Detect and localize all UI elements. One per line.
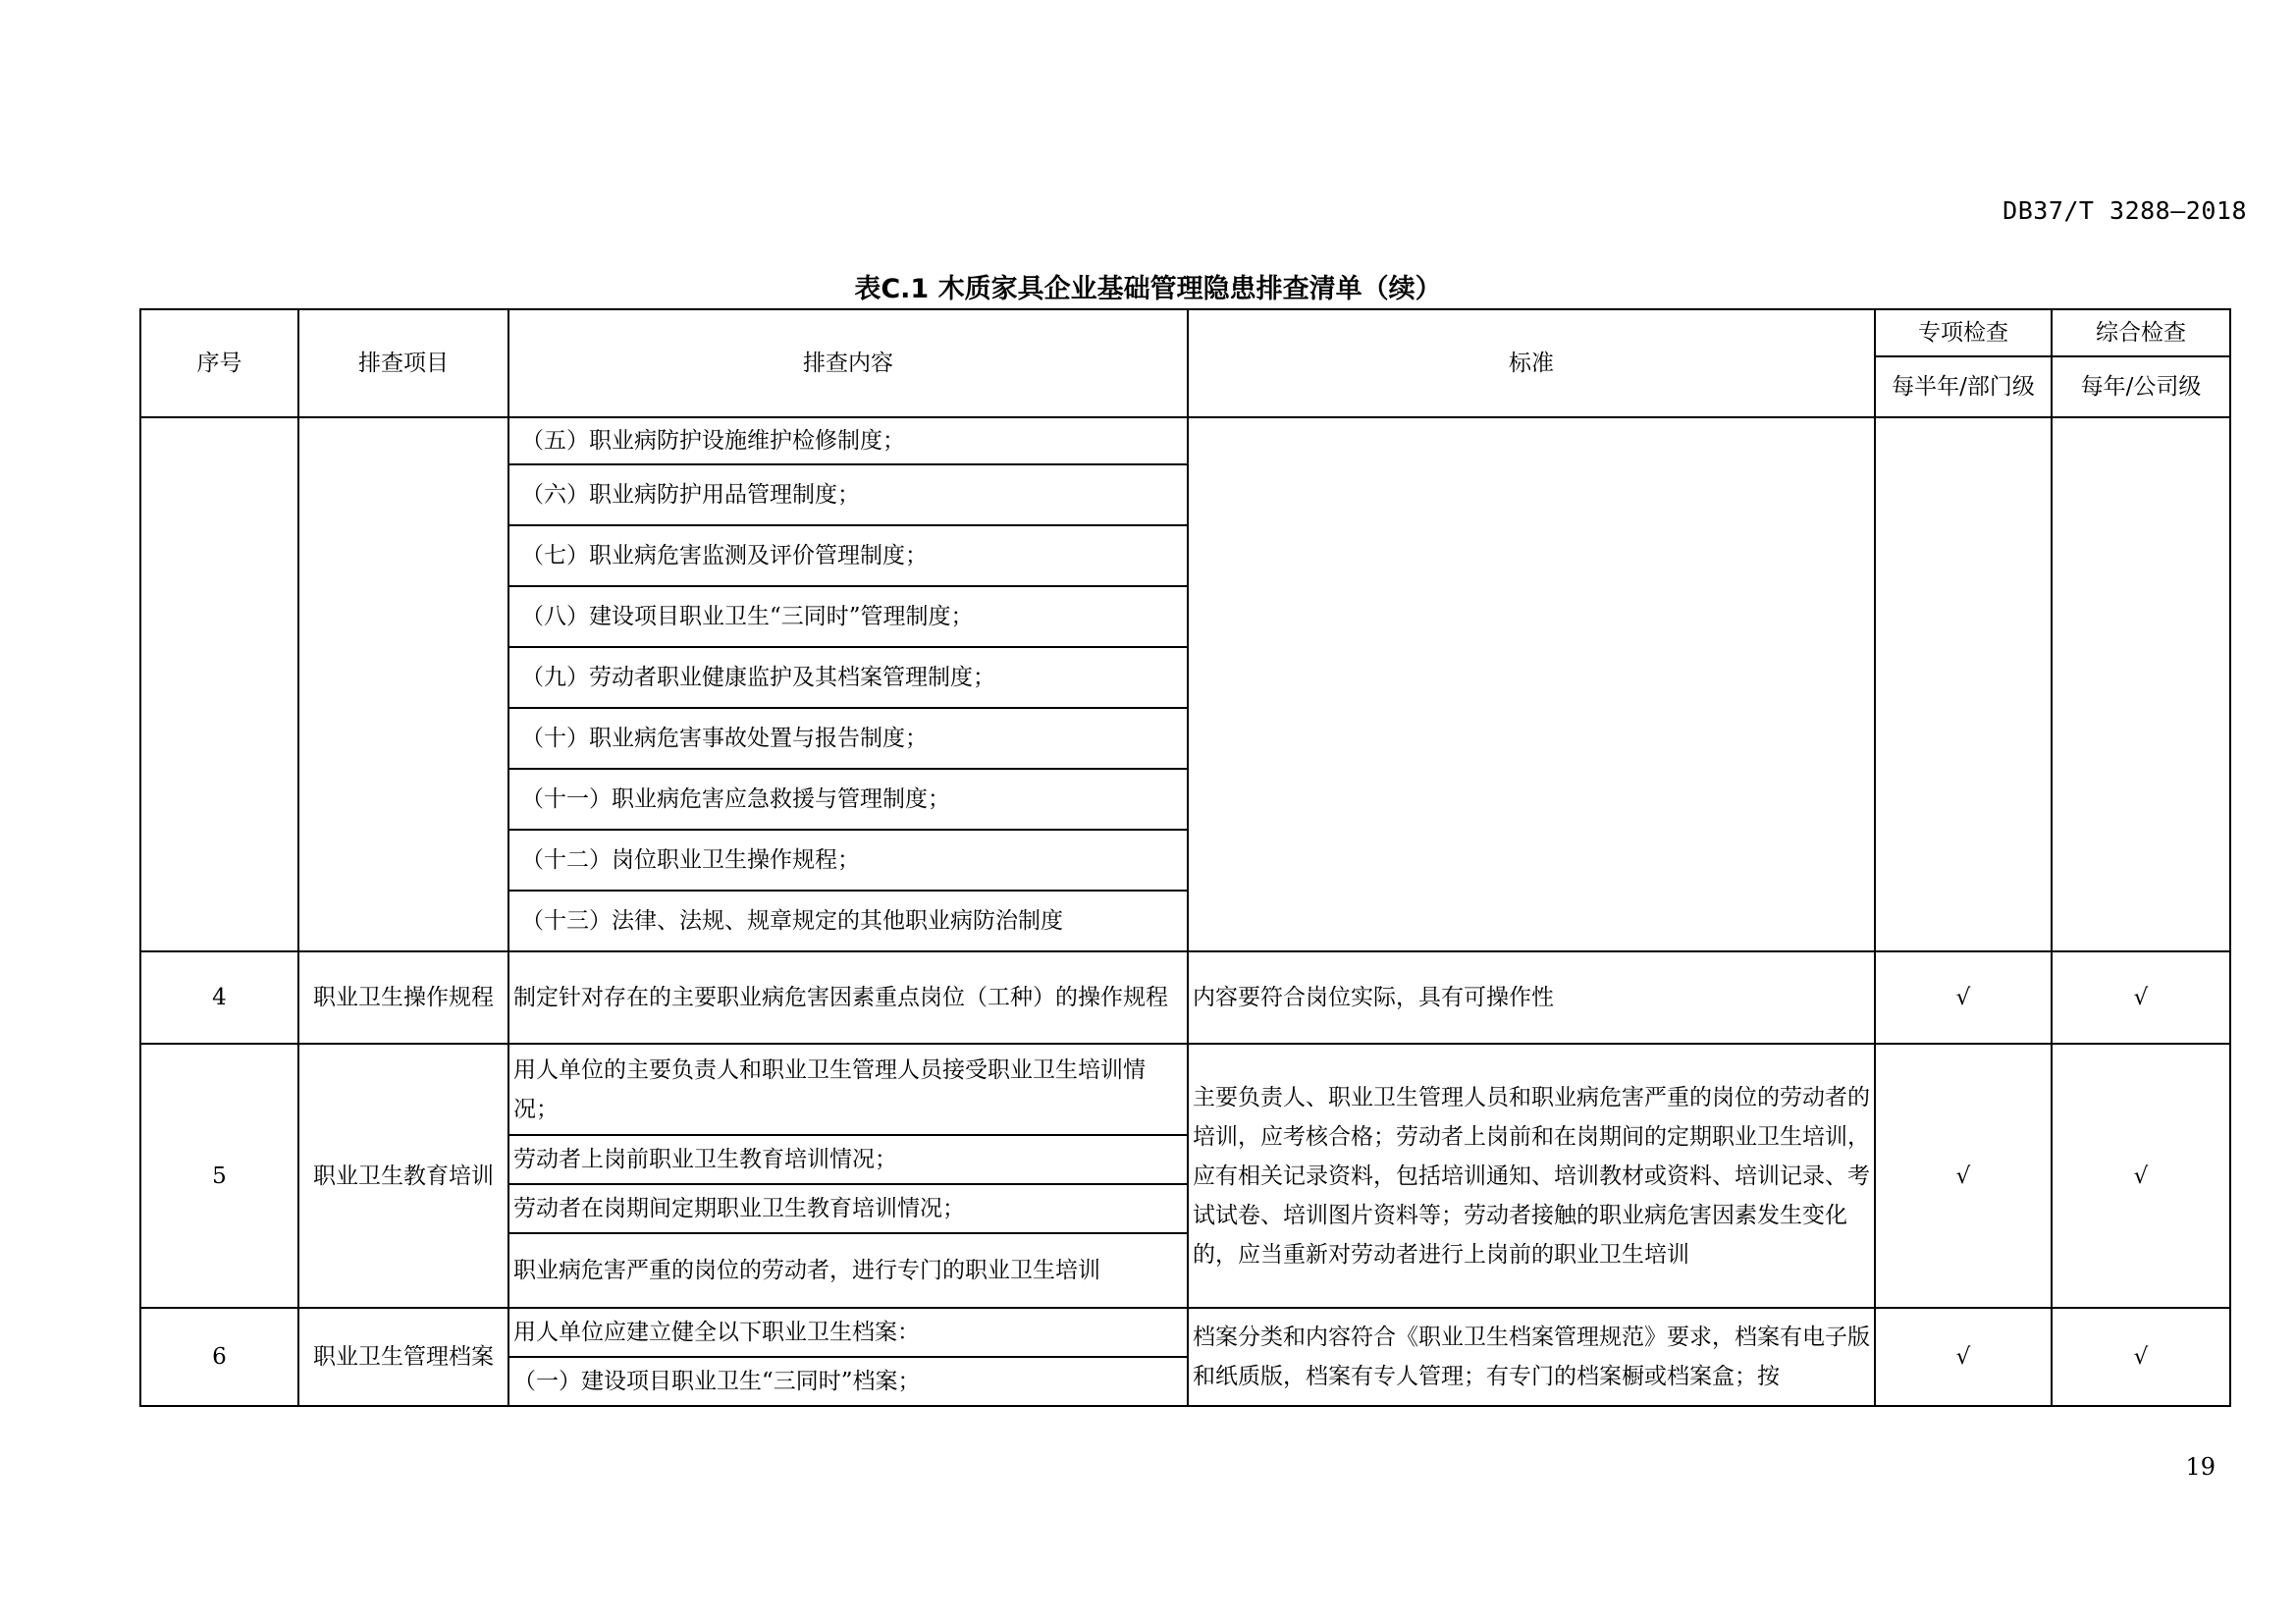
row5-content-3: 劳动者在岗期间定期职业卫生教育培训情况； [508, 1184, 1188, 1233]
row4-standard: 内容要符合岗位实际，具有可操作性 [1188, 951, 1875, 1044]
list-item: （十）职业病危害事故处置与报告制度； [508, 708, 1188, 769]
header-special-check: 专项检查 [1875, 309, 2052, 356]
row5-standard: 主要负责人、职业卫生管理人员和职业病危害严重的岗位的劳动者的培训，应考核合格；劳动者上岗前和在岗期间的定期职业卫生培训，应有相关记录资料，包括培训通知、培训教材或资料、培训记录、考试试卷、培训图片资料等；劳动者接触的职业病危害因素发生变化的，应当重新对劳动者进行上岗前的职业卫生培训 [1188, 1044, 1875, 1308]
row4-item: 职业卫生操作规程 [298, 951, 508, 1044]
list-item: （八）建设项目职业卫生“三同时”管理制度； [508, 586, 1188, 647]
header-comprehensive-freq: 每年/公司级 [2052, 356, 2230, 417]
row5-content-2: 劳动者上岗前职业卫生教育培训情况； [508, 1135, 1188, 1184]
row6-item: 职业卫生管理档案 [298, 1308, 508, 1406]
continued-standard-cell [1188, 417, 1875, 951]
row4-seq: 4 [140, 951, 298, 1044]
inspection-table [139, 308, 2231, 1407]
header-item: 排查项目 [298, 309, 508, 417]
row5-seq: 5 [140, 1044, 298, 1308]
list-item: （十三）法律、法规、规章规定的其他职业病防治制度 [508, 891, 1188, 951]
row4-special-check: √ [1875, 951, 2052, 1044]
list-item: （七）职业病危害监测及评价管理制度； [508, 525, 1188, 586]
list-item: （九）劳动者职业健康监护及其档案管理制度； [508, 647, 1188, 708]
row6-content-2: （一）建设项目职业卫生“三同时”档案； [508, 1357, 1188, 1406]
row6-content-1: 用人单位应建立健全以下职业卫生档案： [508, 1308, 1188, 1357]
header-special-freq: 每半年/部门级 [1875, 356, 2052, 417]
row4-comprehensive-check: √ [2052, 951, 2230, 1044]
document-code: DB37/T 3288—2018 [2002, 196, 2247, 225]
row5-content-1: 用人单位的主要负责人和职业卫生管理人员接受职业卫生培训情况； [508, 1044, 1188, 1135]
row5-item: 职业卫生教育培训 [298, 1044, 508, 1308]
row5-content-4: 职业病危害严重的岗位的劳动者，进行专门的职业卫生培训 [508, 1233, 1188, 1308]
continued-item-cell [298, 417, 508, 951]
header-standard: 标准 [1188, 309, 1875, 417]
row6-comprehensive-check: √ [2052, 1308, 2230, 1406]
row5-special-check: √ [1875, 1044, 2052, 1308]
list-item: （五）职业病防护设施维护检修制度； [508, 417, 1188, 464]
row5-comprehensive-check: √ [2052, 1044, 2230, 1308]
row4-content: 制定针对存在的主要职业病危害因素重点岗位（工种）的操作规程 [508, 951, 1188, 1044]
list-item: （六）职业病防护用品管理制度； [508, 464, 1188, 525]
header-seq: 序号 [140, 309, 298, 417]
row6-special-check: √ [1875, 1308, 2052, 1406]
continued-comprehensive-cell [2052, 417, 2230, 951]
row6-standard: 档案分类和内容符合《职业卫生档案管理规范》要求，档案有电子版和纸质版，档案有专人管理；有专门的档案橱或档案盒；按 [1188, 1308, 1875, 1406]
table-title: 表C.1 木质家具企业基础管理隐患排查清单（续） [854, 274, 1442, 304]
row6-seq: 6 [140, 1308, 298, 1406]
continued-seq-cell [140, 417, 298, 951]
header-content: 排查内容 [508, 309, 1188, 417]
continued-special-cell [1875, 417, 2052, 951]
page-number: 19 [2185, 1453, 2216, 1481]
list-item: （十二）岗位职业卫生操作规程； [508, 830, 1188, 891]
list-item: （十一）职业病危害应急救援与管理制度； [508, 769, 1188, 830]
header-comprehensive-check: 综合检查 [2052, 309, 2230, 356]
